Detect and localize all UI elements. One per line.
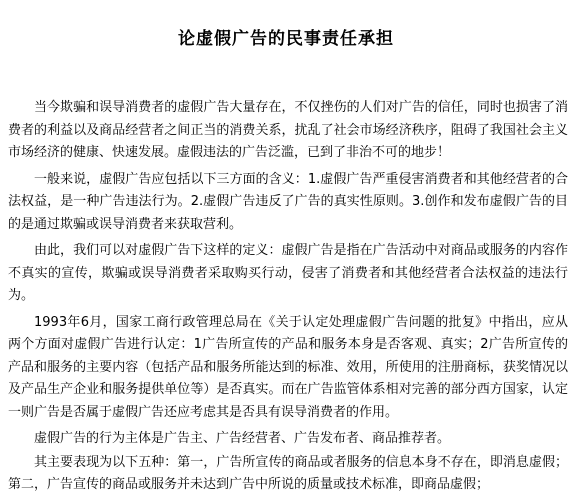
paragraph-definition-aspects: 一般来说，虚假广告应包括以下三方面的含义：1.虚假广告严重侵害消费者和其他经营者的合法权益，是一种广告违法行为。2.虚假广告违反了广告的真实性原则。3.创作和发布虚假广告的目的是通过欺骗或误导消费者来获取营利。 (8, 171, 568, 232)
paragraph-1993-ruling: 1993年6月，国家工商行政管理总局在《关于认定处理虚假广告问题的批复》中指出，应从两个方面对虚假广告进行认定：1广告所宣传的产品和服务本身是否客观、真实；2广告所宣传的产品和服务的主要内容（包括产品和服务所能达到的标准、效用，所使用的注册商标，获奖情况以及产品生产企业和服务提供单位等）是否真实。而在广告监管体系相对完善的部分西方国家，认定一则广告是否属于虚假广告还应考虑其是否具有误导消费者的作用。 (8, 314, 568, 420)
article-body (8, 97, 568, 501)
paragraph-definition: 由此，我们可以对虚假广告下这样的定义：虚假广告是指在广告活动中对商品或服务的内容作不真实的宣传，欺骗或误导消费者采取购买行动，侵害了消费者和其他经营者合法权益的违法行为。 (8, 243, 568, 303)
page-title: 论虚假广告的民事责任承担 (178, 29, 394, 49)
paragraph-forms: 其主要表现为以下五种：第一，广告所宣传的商品或者服务的信息本身不存在，即消息虚假；第二，广告宣传的商品或服务并未达到广告中所说的质量或技术标准，即商品虚假； (8, 454, 568, 492)
paragraph-intro: 当今欺骗和误导消费者的虚假广告大量存在，不仅挫伤的人们对广告的信任，同时也损害了消费者的利益以及商品经营者之间正当的消费关系，扰乱了社会市场经济秩序，阻碍了我国社会主义市场经济的健康、快速发展。虚假违法的广告泛滥，已到了非治不可的地步！ (8, 100, 568, 160)
paragraph-subjects: 虚假广告的行为主体是广告主、广告经营者、广告发布者、商品推荐者。 (34, 431, 451, 446)
